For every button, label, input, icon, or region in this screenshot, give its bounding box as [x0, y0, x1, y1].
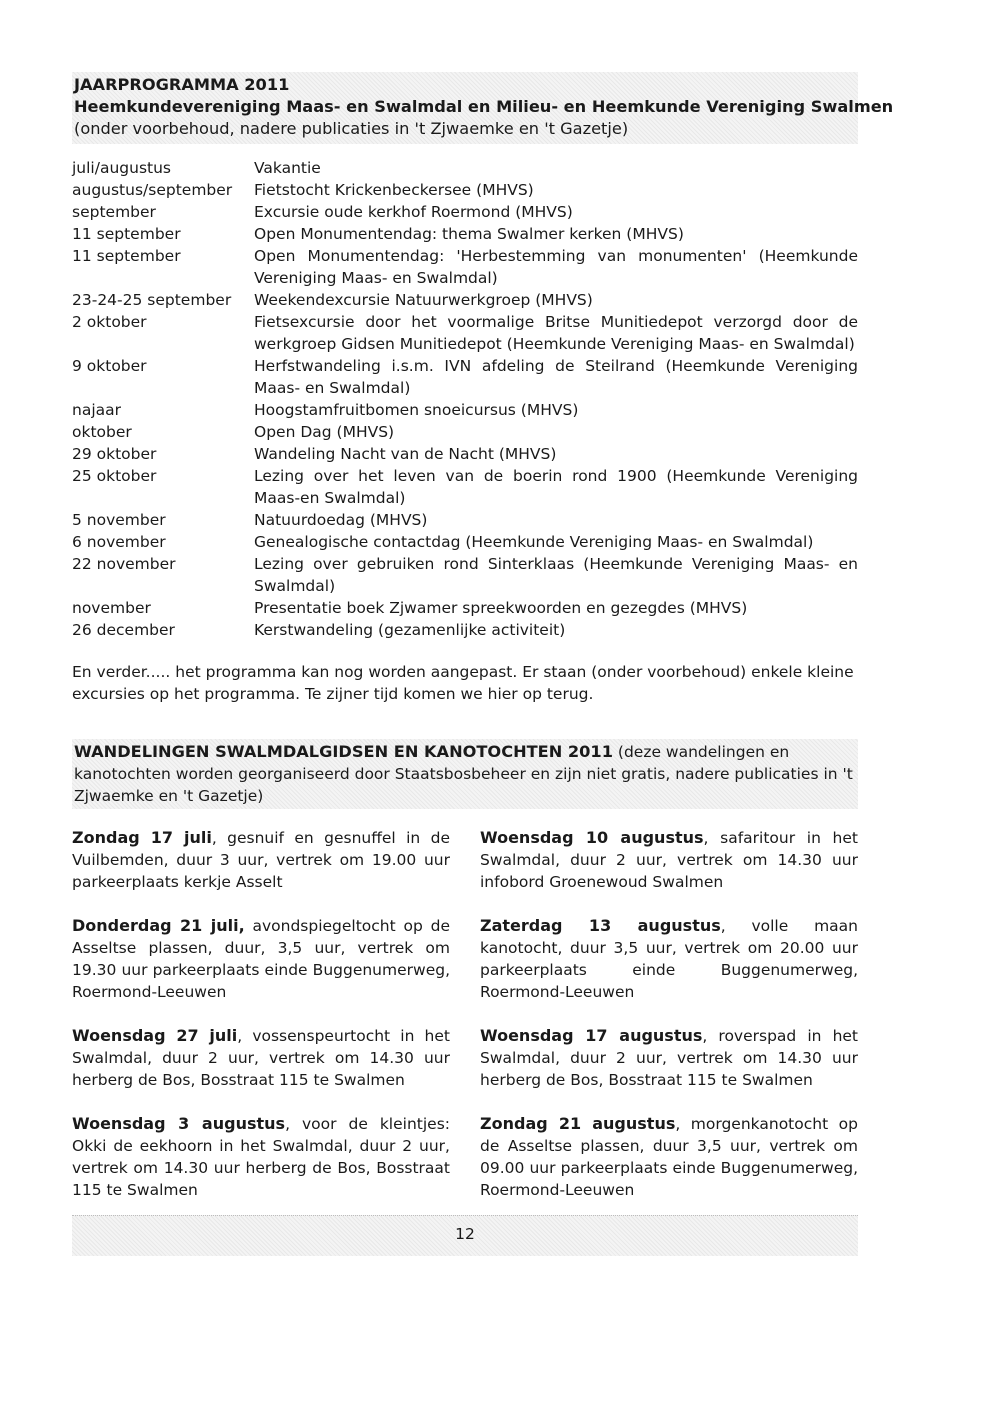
schedule-row: [72, 245, 858, 289]
walk-description: , vossenspeurtocht in het Swalmdal, duur 2 uur, vertrek om 14.30 uur herberg de Bos, Bosstraat 115 te Swalmen: [72, 1027, 450, 1089]
schedule-date: november: [72, 599, 151, 617]
walk-description: , morgenkanotocht op de Asseltse plassen, duur 3,5 uur, vertrek om 09.00 uur parkeerplaats einde Buggenumerweg, Roermond-Leeuwen: [480, 1115, 858, 1199]
walks-intro: (deze wandelingen en kanotochten worden georganiseerd door Staatsbosbeheer en zijn niet gratis, nadere publicaties in 't Zjwaemke en 't Gazetje): [74, 743, 853, 805]
schedule-description: Kerstwandeling (gezamenlijke activiteit): [254, 621, 566, 639]
schedule-date: najaar: [72, 401, 121, 419]
schedule-row: [72, 201, 858, 223]
program-header: [72, 72, 894, 144]
schedule-row: [72, 355, 858, 399]
schedule-date: 29 oktober: [72, 445, 157, 463]
schedule-description: Excursie oude kerkhof Roermond (MHVS): [254, 203, 573, 221]
walk-date: Zaterdag 13 augustus: [480, 916, 721, 935]
schedule-row: [72, 443, 858, 465]
walk-date: Woensdag 10 augustus: [480, 828, 704, 847]
schedule-row: [72, 421, 858, 443]
schedule-date: augustus/september: [72, 181, 233, 199]
schedule-description: Natuurdoedag (MHVS): [254, 511, 428, 529]
schedule-description: Hoogstamfruitbomen snoeicursus (MHVS): [254, 401, 579, 419]
walk-date: Woensdag 17 augustus: [480, 1026, 703, 1045]
schedule-row: [72, 399, 858, 421]
schedule-date: 6 november: [72, 533, 166, 551]
schedule-description: Weekendexcursie Natuurwerkgroep (MHVS): [254, 291, 593, 309]
walk-description: , voor de kleintjes: Okki de eekhoorn in het Swalmdal, duur 2 uur, vertrek om 14.30 uur herberg de Bos, Bosstraat 115 te Swalmen: [72, 1115, 451, 1199]
walks-title: WANDELINGEN SWALMDALGIDSEN EN KANOTOCHTEN 2011: [74, 742, 613, 761]
schedule-description: Open Dag (MHVS): [254, 423, 395, 441]
walk-entry: [480, 1113, 858, 1201]
walk-description: , volle maan kanotocht, duur 3,5 uur, vertrek om 20.00 uur parkeerplaats einde Buggenumerweg, Roermond-Leeuwen: [480, 917, 858, 1001]
walk-description: , gesnuif en gesnuffel in de Vuilbemden, duur 3 uur, vertrek om 19.00 uur parkeerplaats kerkje Asselt: [72, 829, 450, 891]
schedule-row: [72, 465, 858, 509]
schedule-description: Herfstwandeling i.s.m. IVN afdeling de Steilrand (Heemkunde Vereniging Maas- en Swalmdal): [254, 357, 858, 397]
walks-left-column: [72, 827, 450, 1223]
walk-description: , roverspad in het Swalmdal, duur 2 uur, vertrek om 14.30 uur herberg de Bos, Bosstraat 115 te Swalmen: [480, 1027, 859, 1089]
schedule-description: Presentatie boek Zjwamer spreekwoorden en gezegdes (MHVS): [254, 599, 748, 617]
walk-entry: [72, 827, 450, 893]
schedule-date: 25 oktober: [72, 467, 157, 485]
schedule-date: 2 oktober: [72, 313, 147, 331]
walk-date: Donderdag 21 juli,: [72, 916, 245, 935]
page-number: 12: [455, 1225, 475, 1243]
schedule-description: Open Monumentendag: thema Swalmer kerken (MHVS): [254, 225, 684, 243]
schedule-description: Fietstocht Krickenbeckersee (MHVS): [254, 181, 534, 199]
walk-entry: [72, 1025, 450, 1091]
schedule-date: 22 november: [72, 555, 176, 573]
schedule-date: 23-24-25 september: [72, 291, 232, 309]
schedule-row: [72, 619, 858, 641]
schedule-row: [72, 509, 858, 531]
schedule-date: september: [72, 203, 156, 221]
schedule-date: 11 september: [72, 225, 181, 243]
schedule-description: Wandeling Nacht van de Nacht (MHVS): [254, 445, 557, 463]
program-title: JAARPROGRAMMA 2011: [74, 75, 290, 94]
walks-columns: [72, 827, 858, 1223]
schedule-description: Lezing over het leven van de boerin rond 1900 (Heemkunde Vereniging Maas-en Swalmdal): [254, 467, 858, 507]
schedule-date: 5 november: [72, 511, 166, 529]
closing-note: En verder..... het programma kan nog worden aangepast. Er staan (onder voorbehoud) enkele kleine excursies op het programma. Te zijner tijd komen we hier op terug.: [72, 663, 854, 703]
schedule-description: Fietsexcursie door het voormalige Britse Munitiedepot verzorgd door de werkgroep Gidsen Munitiedepot (Heemkunde Vereniging Maas- en Swalmdal): [254, 313, 858, 353]
walk-date: Zondag 21 augustus: [480, 1114, 676, 1133]
schedule-row: [72, 179, 858, 201]
walk-description: , safaritour in het Swalmdal, duur 2 uur, vertrek om 14.30 uur infobord Groenewoud Swalmen: [480, 829, 858, 891]
schedule-description: Vakantie: [254, 159, 321, 177]
walk-entry: [72, 915, 450, 1003]
page-content: [72, 72, 894, 1223]
page-footer: [72, 1215, 858, 1256]
schedule-date: oktober: [72, 423, 132, 441]
schedule-date: 26 december: [72, 621, 175, 639]
schedule-row: [72, 311, 858, 355]
schedule-row: [72, 597, 858, 619]
schedule-description: Genealogische contactdag (Heemkunde Vereniging Maas- en Swalmdal): [254, 533, 814, 551]
walk-entry: [480, 1025, 858, 1091]
schedule-row: [72, 223, 858, 245]
walk-date: Zondag 17 juli: [72, 828, 212, 847]
schedule-date: 9 oktober: [72, 357, 147, 375]
walk-entry: [72, 1113, 450, 1201]
schedule-row: [72, 157, 858, 179]
walk-entry: [480, 827, 858, 893]
schedule-description: Open Monumentendag: 'Herbestemming van monumenten' (Heemkunde Vereniging Maas- en Swalmdal): [254, 247, 858, 287]
schedule-row: [72, 531, 858, 553]
schedule-date: 11 september: [72, 247, 181, 265]
walk-entry: [480, 915, 858, 1003]
walks-header: [72, 739, 858, 809]
walk-date: Woensdag 3 augustus: [72, 1114, 286, 1133]
schedule-row: [72, 553, 858, 597]
program-note: (onder voorbehoud, nadere publicaties in 't Zjwaemke en 't Gazetje): [74, 119, 629, 138]
schedule-description: Lezing over gebruiken rond Sinterklaas (Heemkunde Vereniging Maas- en Swalmdal): [254, 555, 858, 595]
walk-description: avondspiegeltocht op de Asseltse plassen, duur, 3,5 uur, vertrek om 19.30 uur parkeerplaats einde Buggenumerweg, Roermond-Leeuwen: [72, 917, 451, 1001]
walks-right-column: [480, 827, 858, 1223]
walk-date: Woensdag 27 juli: [72, 1026, 238, 1045]
schedule-row: [72, 289, 858, 311]
schedule-list: [72, 157, 858, 641]
schedule-date: juli/augustus: [72, 159, 172, 177]
program-subtitle: Heemkundevereniging Maas- en Swalmdal en Milieu- en Heemkunde Vereniging Swalmen: [74, 97, 894, 116]
